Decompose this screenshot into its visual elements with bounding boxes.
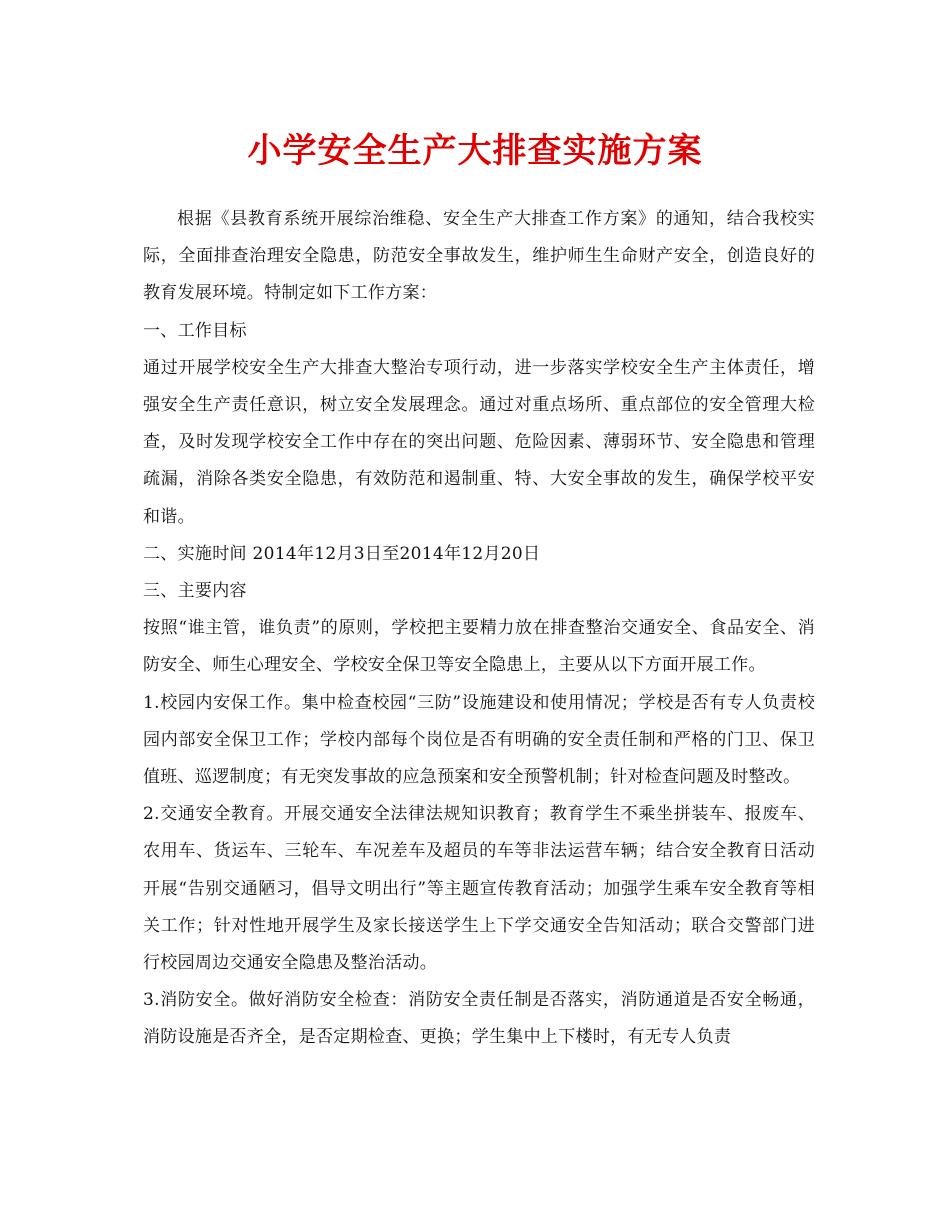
item-campus-security: 1.校园内安保工作。集中检查校园“三防”设施建设和使用情况；学校是否有专人负责校园内部安全保卫工作；学校内部每个岗位是否有明确的安全责任制和严格的门卫、保卫值班、巡逻制度；有无突发事故的应急预案和安全预警机制；针对检查问题及时整改。 (143, 692, 815, 788)
content-paragraph: 按照“谁主管，谁负责”的原则，学校把主要精力放在排查整治交通安全、食品安全、消防安全、师生心理安全、学校安全保卫等安全隐患上，主要从以下方面开展工作。 (143, 618, 815, 676)
document-title: 小学安全生产大排查实施方案 (247, 131, 703, 171)
intro-paragraph: 根据《县教育系统开展综治维稳、安全生产大排查工作方案》的通知，结合我校实际，全面排查治理安全隐患，防范安全事故发生，维护师生生命财产安全，创造良好的教育发展环境。特制定如下工作方案： (143, 209, 815, 304)
section-heading-content: 三、主要内容 (143, 581, 247, 602)
document-body (143, 201, 815, 1057)
item-fire-safety: 3.消防安全。做好消防安全检查：消防安全责任制是否落实，消防通道是否安全畅通，消防设施是否齐全，是否定期检查、更换；学生集中上下楼时，有无专人负责 (143, 990, 815, 1048)
section-heading-schedule: 二、实施时间 2014年12月3日至2014年12月20日 (143, 543, 541, 564)
section-heading-goals: 一、工作目标 (143, 320, 247, 341)
item-traffic-safety: 2.交通安全教育。开展交通安全法律法规知识教育；教育学生不乘坐拼装车、报废车、农用车、货运车、三轮车、车况差车及超员的车等非法运营车辆；结合安全教育日活动开展“告别交通陋习，倡导文明出行”等主题宣传教育活动；加强学生乘车安全教育等相关工作；针对性地开展学生及家长接送学生上下学交通安全告知活动；联合交警部门进行校园周边交通安全隐患及整治活动。 (143, 804, 815, 974)
goals-paragraph: 通过开展学校安全生产大排查大整治专项行动，进一步落实学校安全生产主体责任，增强安全生产责任意识，树立安全发展理念。通过对重点场所、重点部位的安全管理大检查，及时发现学校安全工作中存在的突出问题、危险因素、薄弱环节、安全隐患和管理疏漏，消除各类安全隐患，有效防范和遏制重、特、大安全事故的发生，确保学校平安和谐。 (143, 357, 815, 527)
